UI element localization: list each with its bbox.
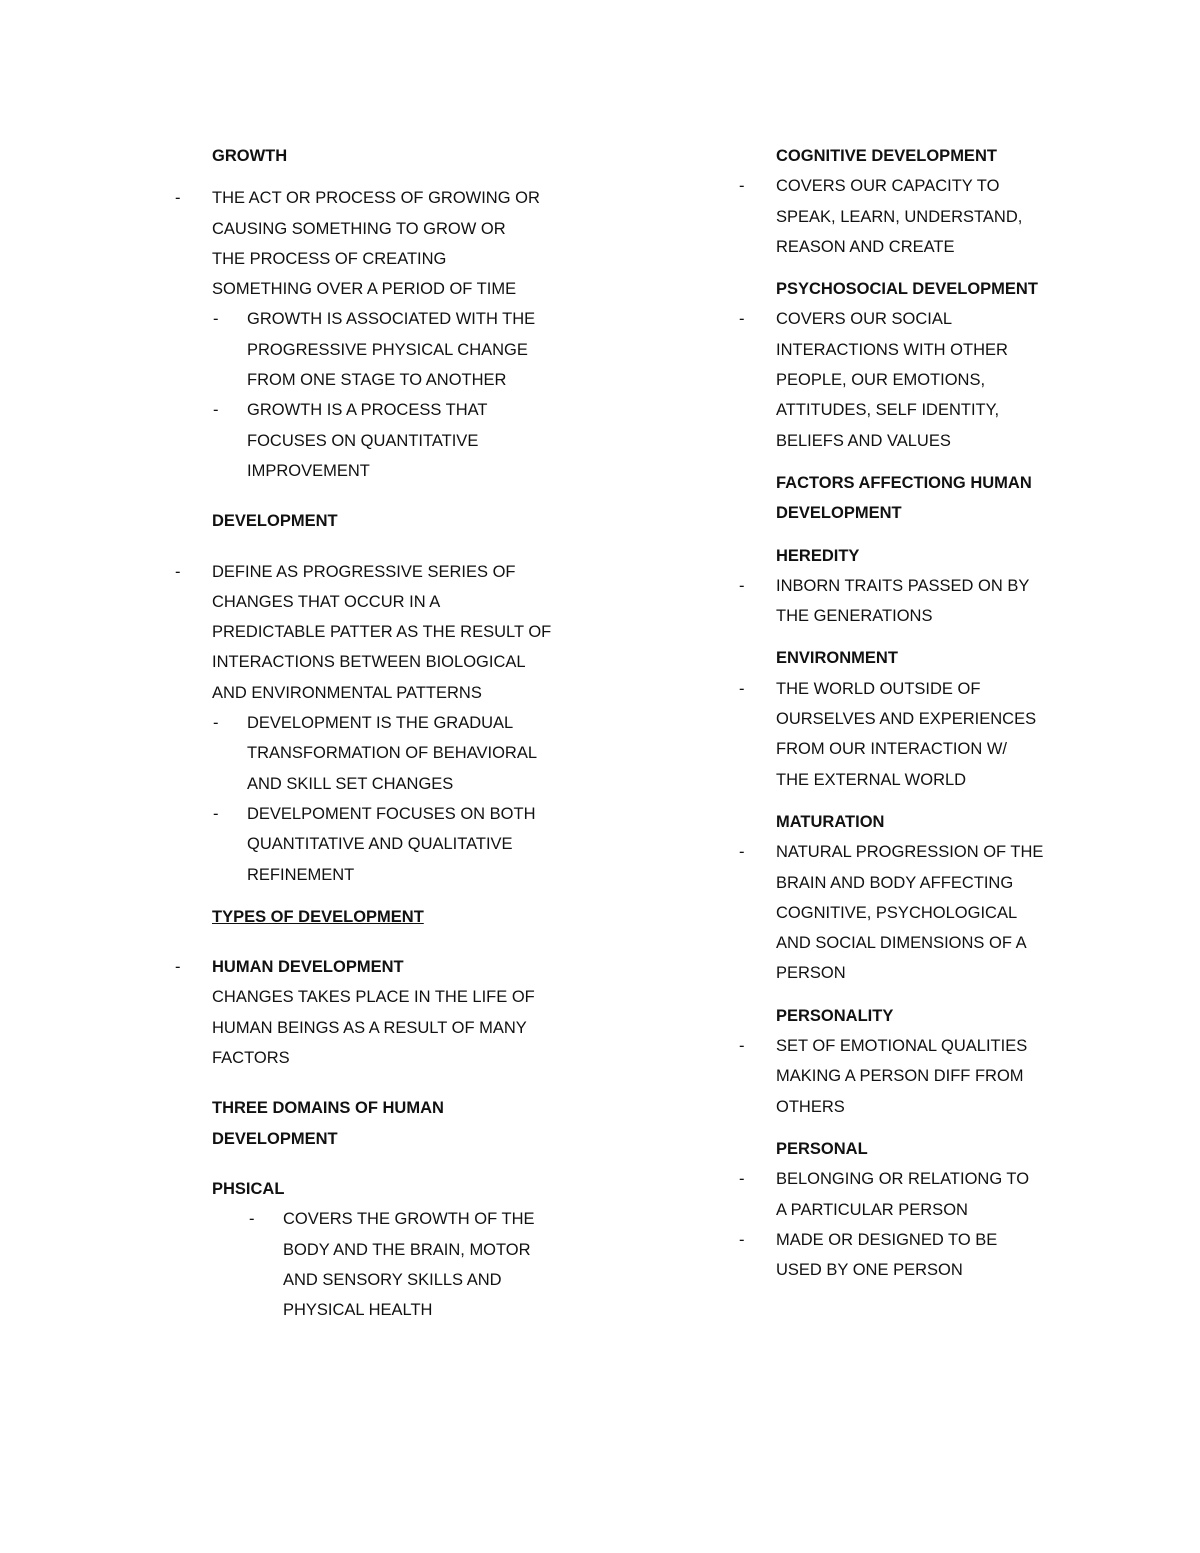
- bullet-dash: -: [739, 679, 745, 698]
- text-line: REASON AND CREATE: [776, 237, 955, 256]
- cognitive-heading: COGNITIVE DEVELOPMENT: [776, 147, 997, 165]
- development-sub-bullet-1: [212, 708, 602, 799]
- heredity-bullet: [739, 571, 1106, 632]
- text-line: SOMETHING OVER A PERIOD OF TIME: [212, 280, 517, 299]
- maturation-bullet: [739, 837, 1106, 988]
- environment-bullet: [739, 674, 1106, 795]
- text-line: PREDICTABLE PATTER AS THE RESULT OF: [212, 623, 552, 642]
- text-line: - GROWTH IS A PROCESS THAT: [212, 395, 602, 425]
- text-line: - DEVELOPMENT IS THE GRADUAL: [212, 708, 602, 738]
- text-line: - COVERS OUR SOCIAL: [776, 304, 1106, 334]
- text-line: - INBORN TRAITS PASSED ON BY: [776, 571, 1106, 601]
- text-line: CHANGES THAT OCCUR IN A: [212, 592, 441, 611]
- personal-bullet-2: [739, 1225, 1106, 1286]
- text-line: PHYSICAL HEALTH: [283, 1301, 433, 1320]
- bullet-dash: -: [213, 714, 219, 733]
- text-line: - NATURAL PROGRESSION OF THE: [776, 837, 1106, 867]
- personal-bullet-1: [739, 1164, 1106, 1225]
- development-sub-bullet-2: [212, 799, 602, 890]
- text-line: PROGRESSIVE PHYSICAL CHANGE: [247, 340, 528, 359]
- development-definition: [175, 557, 602, 708]
- text-line: FROM ONE STAGE TO ANOTHER: [247, 371, 507, 390]
- text-line: BRAIN AND BODY AFFECTING: [776, 873, 1014, 892]
- text-line: THE EXTERNAL WORLD: [776, 770, 967, 789]
- bullet-dash: -: [213, 804, 219, 823]
- text-line: AND SOCIAL DIMENSIONS OF A: [776, 934, 1027, 953]
- bullet-dash: -: [739, 1170, 745, 1189]
- text-line: BELIEFS AND VALUES: [776, 431, 951, 450]
- growth-sub-bullet-1: [212, 304, 602, 395]
- text-line: - THE WORLD OUTSIDE OF: [776, 674, 1106, 704]
- psychosocial-heading: PSYCHOSOCIAL DEVELOPMENT: [776, 280, 1038, 299]
- text-line: AND ENVIRONMENTAL PATTERNS: [212, 683, 482, 702]
- text-line: THE GENERATIONS: [776, 607, 933, 626]
- text-line: SPEAK, LEARN, UNDERSTAND,: [776, 207, 1023, 226]
- bullet-dash: -: [739, 1230, 745, 1249]
- heredity-heading: HEREDITY: [776, 546, 860, 565]
- physical-heading: PHSICAL: [212, 1179, 285, 1198]
- text-line: CHANGES TAKES PLACE IN THE LIFE OF: [212, 988, 535, 1007]
- text-line: - COVERS OUR CAPACITY TO: [776, 171, 1106, 201]
- text-line: - GROWTH IS ASSOCIATED WITH THE: [212, 304, 602, 334]
- text-line: PERSON: [776, 964, 846, 983]
- text-line: IMPROVEMENT: [247, 461, 370, 480]
- maturation-heading: MATURATION: [776, 812, 885, 831]
- growth-sub-bullet-2: [212, 395, 602, 486]
- text-line: PEOPLE, OUR EMOTIONS,: [776, 371, 986, 390]
- text-line: ATTITUDES, SELF IDENTITY,: [776, 401, 1000, 420]
- text-line: THE PROCESS OF CREATING: [212, 249, 447, 268]
- text-line: AND SENSORY SKILLS AND: [283, 1270, 502, 1289]
- bullet-dash: -: [739, 843, 745, 862]
- text-line: CAUSING SOMETHING TO GROW OR: [212, 219, 506, 238]
- physical-bullet: [212, 1204, 602, 1325]
- text-line: FACTORS: [212, 1049, 290, 1068]
- text-line: INTERACTIONS WITH OTHER: [776, 340, 1008, 359]
- bullet-dash: -: [175, 562, 181, 581]
- text-line: - DEFINE AS PROGRESSIVE SERIES OF: [212, 557, 602, 587]
- cognitive-bullet: [739, 171, 1106, 262]
- bullet-dash: -: [213, 310, 219, 329]
- domains-heading: THREE DOMAINS OF HUMAN: [212, 1099, 444, 1118]
- bullet-dash: -: [175, 958, 181, 977]
- text-line: - DEVELPOMENT FOCUSES ON BOTH: [212, 799, 602, 829]
- left-column: [175, 141, 602, 1325]
- text-line: - COVERS THE GROWTH OF THE: [212, 1204, 602, 1234]
- text-line: INTERACTIONS BETWEEN BIOLOGICAL: [212, 653, 526, 672]
- personality-heading: PERSONALITY: [776, 1006, 894, 1025]
- growth-heading: GROWTH: [212, 147, 288, 165]
- bullet-dash: -: [213, 401, 219, 420]
- text-line: FROM OUR INTERACTION W/: [776, 740, 1007, 759]
- human-development-heading: - HUMAN DEVELOPMENT: [212, 952, 602, 982]
- bullet-dash: -: [739, 177, 745, 196]
- text-line: USED BY ONE PERSON: [776, 1261, 963, 1280]
- text-line: AND SKILL SET CHANGES: [247, 774, 454, 793]
- text-line: QUANTITATIVE AND QUALITATIVE: [247, 835, 513, 854]
- bullet-dash: -: [739, 1037, 745, 1056]
- human-development: [175, 952, 602, 1073]
- psychosocial-bullet: [739, 304, 1106, 455]
- text-line: OTHERS: [776, 1097, 845, 1116]
- right-column: [739, 141, 1106, 1285]
- text-line: BODY AND THE BRAIN, MOTOR: [283, 1240, 531, 1259]
- growth-definition: [175, 183, 602, 304]
- text-line: COGNITIVE, PSYCHOLOGICAL: [776, 903, 1018, 922]
- text-line: FOCUSES ON QUANTITATIVE: [247, 431, 479, 450]
- factors-heading: FACTORS AFFECTIONG HUMAN: [776, 473, 1032, 492]
- bullet-dash: -: [739, 576, 745, 595]
- bullet-dash: -: [249, 1210, 255, 1229]
- personal-heading: PERSONAL: [776, 1139, 868, 1158]
- personality-bullet: [739, 1031, 1106, 1122]
- text-line: REFINEMENT: [247, 865, 355, 884]
- bullet-dash: -: [739, 310, 745, 329]
- text-line: - SET OF EMOTIONAL QUALITIES: [776, 1031, 1106, 1061]
- text-line: - BELONGING OR RELATIONG TO: [776, 1164, 1106, 1194]
- types-heading: TYPES OF DEVELOPMENT: [212, 907, 424, 926]
- environment-heading: ENVIRONMENT: [776, 649, 898, 668]
- text-line: TRANSFORMATION OF BEHAVIORAL: [247, 744, 537, 763]
- text-line: - THE ACT OR PROCESS OF GROWING OR: [212, 183, 602, 213]
- text-line: A PARTICULAR PERSON: [776, 1200, 968, 1219]
- bullet-dash: -: [175, 189, 181, 208]
- text-line: OURSELVES AND EXPERIENCES: [776, 710, 1037, 729]
- development-heading: DEVELOPMENT: [212, 512, 338, 531]
- domains-heading: DEVELOPMENT: [212, 1129, 338, 1148]
- text-line: - MADE OR DESIGNED TO BE: [776, 1225, 1106, 1255]
- text-line: HUMAN BEINGS AS A RESULT OF MANY: [212, 1018, 527, 1037]
- text-line: MAKING A PERSON DIFF FROM: [776, 1067, 1024, 1086]
- factors-heading: DEVELOPMENT: [776, 504, 902, 523]
